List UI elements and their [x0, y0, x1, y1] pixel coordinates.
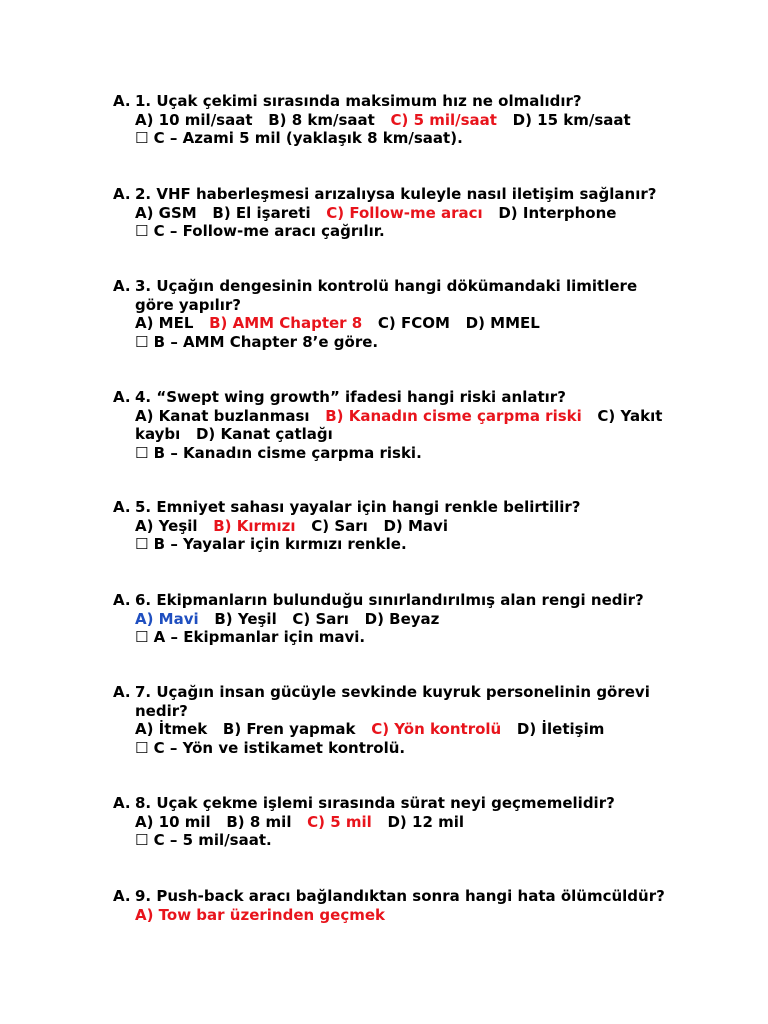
options-line — [113, 314, 673, 333]
option-d: D) 15 km/saat — [512, 110, 631, 129]
question-text: 1. Uçak çekimi sırasında maksimum hız ne olmalıdır? — [135, 92, 582, 110]
option-c-highlighted: C) 5 mil/saat — [390, 110, 497, 129]
option-c: C) Sarı — [292, 609, 349, 628]
answer-line: ☐ B – Yayalar için kırmızı renkle. — [135, 535, 407, 553]
question-prefix: A. — [113, 185, 131, 203]
options-line — [113, 204, 673, 223]
question-text: 9. Push-back aracı bağlandıktan sonra hangi hata ölümcüldür? — [135, 887, 665, 905]
question-6 — [113, 591, 673, 647]
option-c: C) FCOM — [377, 314, 450, 332]
option-c-continued: kaybı — [135, 425, 181, 443]
option-d: D) Kanat çatlağı — [195, 425, 333, 443]
option-a: A) Yeşil — [135, 516, 198, 535]
question-prefix: A. — [113, 388, 131, 406]
question-text: 3. Uçağın dengesinin kontrolü hangi dökümandaki limitlere — [135, 277, 638, 295]
option-d: D) 12 mil — [387, 812, 465, 831]
answer-line: ☐ C – Follow-me aracı çağrılır. — [135, 222, 385, 240]
question-text-continued: nedir? — [135, 701, 188, 720]
question-text: 4. “Swept wing growth” ifadesi hangi riski anlatır? — [135, 388, 566, 406]
option-b: B) Yeşil — [214, 609, 277, 628]
question-prefix: A. — [113, 683, 131, 701]
question-8 — [113, 794, 673, 850]
option-b: B) Fren yapmak — [222, 720, 356, 738]
option-a: A) GSM — [135, 203, 197, 222]
option-b-highlighted: B) AMM Chapter 8 — [209, 314, 363, 332]
question-text: 6. Ekipmanların bulunduğu sınırlandırılmış alan rengi nedir? — [135, 591, 644, 609]
answer-line: ☐ C – Azami 5 mil (yaklaşık 8 km/saat). — [135, 129, 463, 147]
option-a-highlighted: A) Tow bar üzerinden geçmek — [135, 905, 385, 924]
option-c: C) Sarı — [311, 516, 368, 535]
question-2 — [113, 185, 673, 241]
option-d: D) Interphone — [498, 203, 617, 222]
question-text: 2. VHF haberleşmesi arızalıysa kuleyle nasıl iletişim sağlanır? — [135, 185, 657, 203]
options-line — [113, 407, 673, 426]
question-4 — [113, 388, 673, 462]
question-5 — [113, 498, 673, 554]
answer-line: ☐ C – 5 mil/saat. — [135, 831, 272, 849]
question-1 — [113, 92, 673, 148]
question-prefix: A. — [113, 591, 131, 609]
answer-line: ☐ A – Ekipmanlar için mavi. — [135, 628, 366, 646]
option-b: B) 8 mil — [226, 812, 292, 831]
question-prefix: A. — [113, 794, 131, 812]
options-line — [113, 610, 673, 629]
options-line-continued — [113, 425, 673, 444]
question-7 — [113, 683, 673, 757]
option-c: C) Yakıt — [597, 406, 663, 425]
option-a: A) 10 mil — [135, 812, 211, 831]
options-line — [113, 720, 673, 739]
option-b-highlighted: B) Kanadın cisme çarpma riski — [325, 406, 582, 425]
option-d: D) Mavi — [383, 516, 448, 535]
question-prefix: A. — [113, 887, 131, 905]
options-line — [113, 813, 673, 832]
question-text: 8. Uçak çekme işlemi sırasında sürat neyi geçmemelidir? — [135, 794, 615, 812]
question-text-continued: göre yapılır? — [135, 295, 241, 314]
question-9 — [113, 887, 673, 924]
option-a: A) MEL — [135, 314, 194, 332]
answer-line: ☐ B – Kanadın cisme çarpma riski. — [135, 443, 422, 462]
answer-line: ☐ B – AMM Chapter 8’e göre. — [135, 332, 379, 351]
option-c-highlighted: C) 5 mil — [307, 812, 372, 831]
option-a-highlighted: A) Mavi — [135, 609, 199, 628]
answer-line: ☐ C – Yön ve istikamet kontrolü. — [135, 738, 406, 757]
question-prefix: A. — [113, 277, 131, 295]
option-a: A) Kanat buzlanması — [135, 406, 310, 425]
options-line — [113, 906, 673, 925]
question-text: 7. Uçağın insan gücüyle sevkinde kuyruk personelinin görevi — [135, 683, 650, 701]
option-b: B) El işareti — [212, 203, 311, 222]
question-prefix: A. — [113, 92, 131, 110]
option-c-highlighted: C) Follow-me aracı — [326, 203, 483, 222]
option-a: A) 10 mil/saat — [135, 110, 253, 129]
option-d: D) İletişim — [516, 720, 605, 738]
options-line — [113, 517, 673, 536]
options-line — [113, 111, 673, 130]
option-d: D) Beyaz — [364, 609, 440, 628]
option-b: B) 8 km/saat — [268, 110, 375, 129]
option-d: D) MMEL — [465, 314, 540, 332]
option-a: A) İtmek — [135, 720, 208, 738]
option-b-highlighted: B) Kırmızı — [213, 516, 296, 535]
question-text: 5. Emniyet sahası yayalar için hangi renkle belirtilir? — [135, 498, 581, 516]
option-c-highlighted: C) Yön kontrolü — [371, 720, 502, 738]
question-prefix: A. — [113, 498, 131, 516]
question-3 — [113, 277, 673, 351]
